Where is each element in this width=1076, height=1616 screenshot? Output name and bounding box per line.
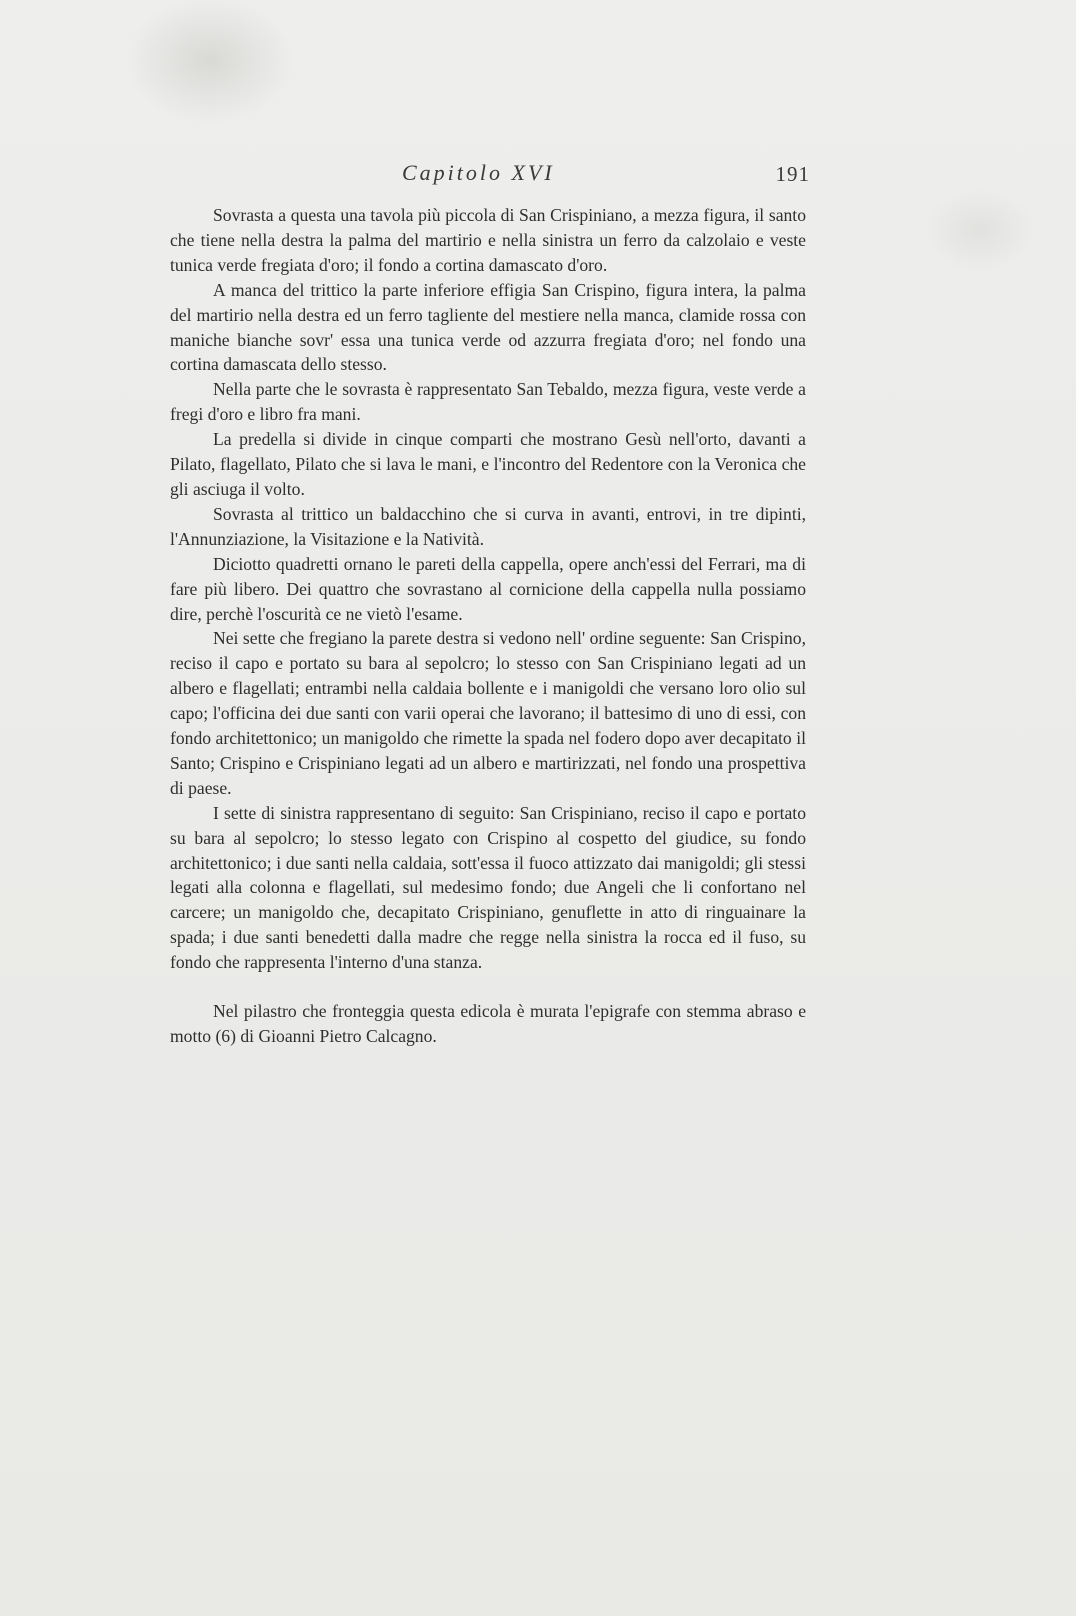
page-header	[170, 160, 810, 190]
running-title: Capitolo XVI	[402, 160, 555, 185]
paragraph: Sovrasta a questa una tavola più piccola di San Crispiniano, a mezza figura, il santo che tiene nella destra la palma del martirio e nella sinistra un ferro da calzolaio e veste tunica verde fregiata d'oro; il fondo a cortina damascato d'oro.	[170, 205, 806, 275]
paragraph: Nel pilastro che fronteggia questa edicola è murata l'epigrafe con stemma abraso e motto (6) di Gioanni Pietro Calcagno.	[170, 1001, 806, 1046]
paragraph: La predella si divide in cinque comparti che mostrano Gesù nell'orto, davanti a Pilato, flagellato, Pilato che si lava le mani, e l'incontro del Redentore con la Veronica che gli asciuga il volto.	[170, 429, 806, 499]
page-number: 191	[775, 162, 810, 186]
paragraph: Diciotto quadretti ornano le pareti della cappella, opere anch'essi del Ferrari, ma di fare più libero. Dei quattro che sovrastano al cornicione della cappella nulla possiamo dire, perchè l'oscurità ce ne vietò l'esame.	[170, 553, 806, 624]
paragraph: Nei sette che fregiano la parete destra si vedono nell' ordine seguente: San Crispino, reciso il capo e portato su bara al sepolcro; lo stesso con San Crispiniano legati ad un albero e flagellati; entrambi nella caldaia bollente e i manigoldi che versano loro olio sul capo; l'officina dei due santi con varii operai che lavorano; il battesimo di uno di essi, con fondo architettonico; un manigoldo che rimette la spada nel fodero dopo aver decapitato il Santo; Crispino e Crispiniano legati ad un albero e martirizzati, nel fondo una prospettiva di paese.	[170, 628, 806, 798]
paragraph: Sovrasta al trittico un baldacchino che si curva in avanti, entrovi, in tre dipinti, l'Annunziazione, la Visitazione e la Natività.	[170, 503, 806, 549]
paragraph: Nella parte che le sovrasta è rappresentato San Tebaldo, mezza figura, veste verde a fregi d'oro e libro fra mani.	[170, 379, 806, 425]
body-text	[170, 203, 806, 1049]
paragraph: A manca del trittico la parte inferiore effigia San Crispino, figura intera, la palma del martirio nella destra ed un ferro tagliente del mestiere nella manca, clamide rossa con maniche bianche sovr' essa una tunica verde od azzurra fregiata d'oro; nel fondo una cortina damascata dello stesso.	[170, 279, 806, 375]
paragraph: I sette di sinistra rappresentano di seguito: San Crispiniano, reciso il capo e portato su bara al sepolcro; lo stesso legato con Crispino al cospetto del giudice, su fondo architettonico; i due santi nella caldaia, sott'essa il fuoco attizzato dai manigoldi; gli stessi legati alla colonna e flagellati, sul medesimo fondo; due Angeli che li confortano nel carcere; un manigoldo che, decapitato Crispiniano, genuflette in atto di ringuainare la spada; i due santi benedetti dalla madre che regge nella sinistra la rocca ed il fuso, su fondo che rappresenta l'interno d'una stanza.	[170, 802, 806, 973]
